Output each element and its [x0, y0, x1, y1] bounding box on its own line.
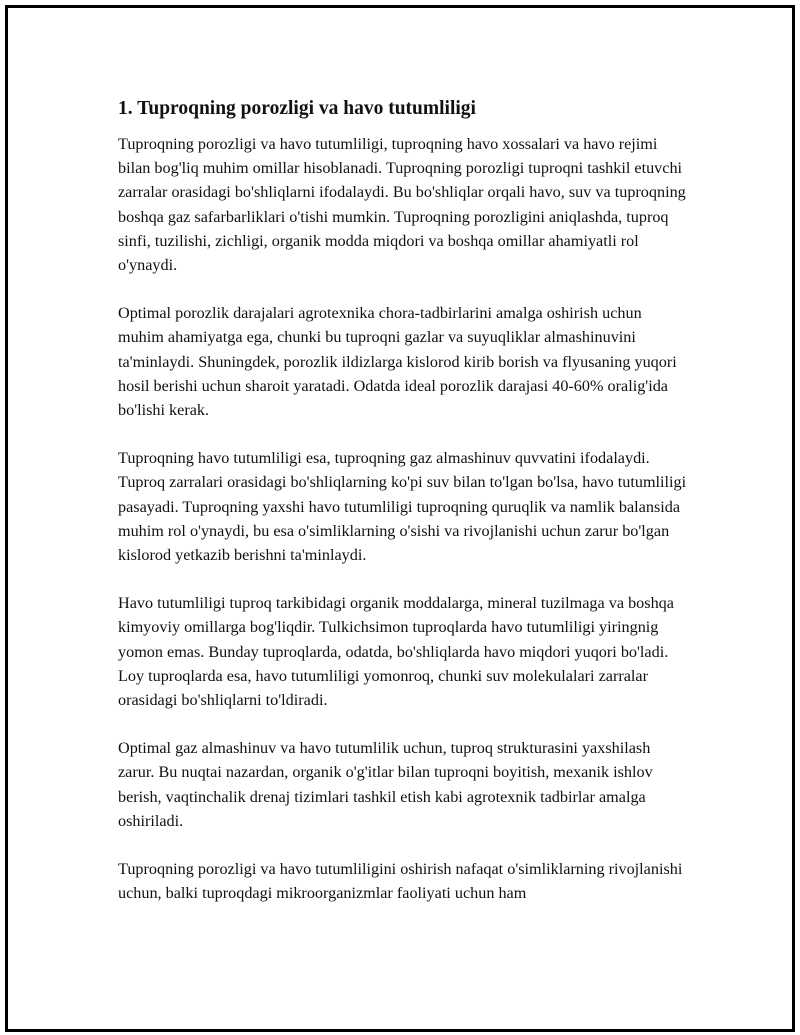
paragraph: Tuproqning porozligi va havo tutumliligini oshirish nafaqat o'simliklarning rivojlanishi uchun, balki tuproqdagi mikroorganizmlar faoliyati uchun ham	[118, 860, 683, 903]
paragraph: Optimal gaz almashinuv va havo tutumlilik uchun, tuproq strukturasini yaxshilash zarur. Bu nuqtai nazardan, organik o'g'itlar bilan tuproqni boyitish, mexanik ishlov berish, vaqtinchalik drenaj tizimlari tashkil etish kabi agrotexnik tadbirlar amalga oshiriladi.	[118, 739, 653, 830]
paragraph: Optimal porozlik darajalari agrotexnika chora-tadbirlarini amalga oshirish uchun muhim ahamiyatga ega, chunki bu tuproqni gazlar va suyuqliklar almashinuvini ta'minlaydi. Shuningdek, porozlik ildizlarga kislorod kirib borish va flyusaning yuqori hosil berishi uchun sharoit yaratadi. Odatda ideal porozlik darajasi 40-60% oralig'ida bo'lishi kerak.	[118, 304, 677, 420]
document-page	[5, 5, 795, 1032]
document-body	[118, 96, 690, 929]
section-heading: 1. Tuproqning porozligi va havo tutumliligi	[118, 98, 476, 119]
paragraph: Tuproqning havo tutumliligi esa, tuproqning gaz almashinuv quvvatini ifodalaydi. Tuproq zarralari orasidagi bo'shliqlarning ko'pi suv bilan to'lgan bo'lsa, havo tutumliligi pasayadi. Tuproqning yaxshi havo tutumliligi tuproqning quruqlik va namlik balansida muhim rol o'ynaydi, bu esa o'simliklarning o'sishi va rivojlanishi uchun zarur bo'lgan kislorod yetkazib berishni ta'minlaydi.	[118, 449, 687, 565]
paragraph: Havo tutumliligi tuproq tarkibidagi organik moddalarga, mineral tuzilmaga va boshqa kimyoviy omillarga bog'liqdir. Tulkichsimon tuproqlarda havo tutumliligi yiringnig yomon emas. Bunday tuproqlarda, odatda, bo'shliqlarda havo miqdori yuqori bo'ladi. Loy tuproqlarda esa, havo tutumliligi yomonroq, chunki suv molekulalari zarralar orasidagi bo'shliqlarni to'ldiradi.	[118, 594, 674, 710]
paragraph: Tuproqning porozligi va havo tutumliligi, tuproqning havo xossalari va havo rejimi bilan bog'liq muhim omillar hisoblanadi. Tuproqning porozligi tuproqni tashkil etuvchi zarralar orasidagi bo'shliqlarni ifodalaydi. Bu bo'shliqlar orqali havo, suv va tuproqning boshqa gaz safarbarliklari o'tishi mumkin. Tuproqning porozligini aniqlashda, tuproq sinfi, tuzilishi, zichligi, organik modda miqdori va boshqa omillar ahamiyatli rol o'ynaydi.	[118, 135, 686, 275]
